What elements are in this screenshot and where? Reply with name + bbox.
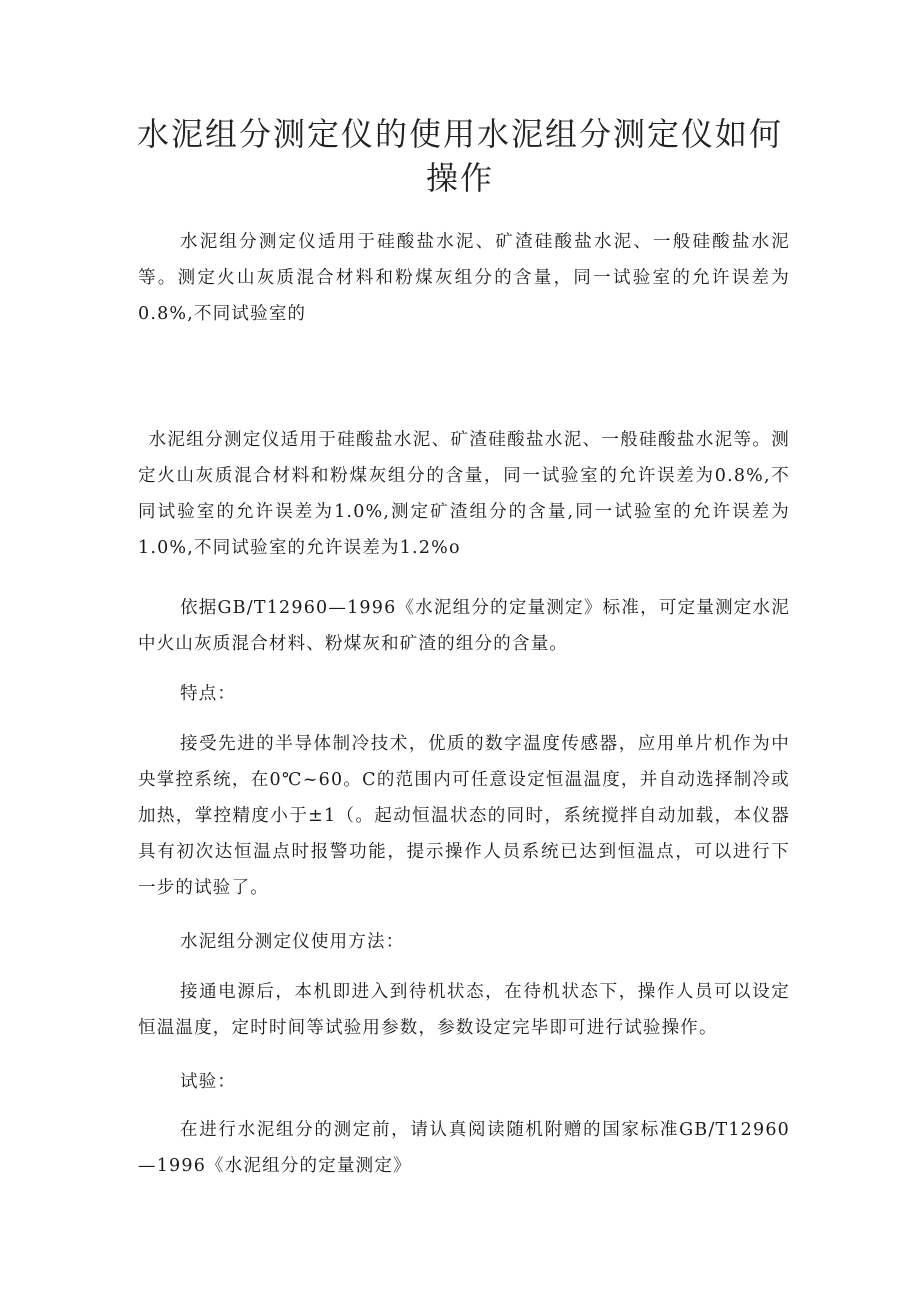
usage-paragraph: 接通电源后，本机即进入到待机状态，在待机状态下，操作人员可以设定恒温温度，定时时间等试验用参数，参数设定完毕即可进行试验操作。	[138, 982, 790, 1038]
standard-paragraph: 依据GB/T12960—1996《水泥组分的定量测定》标准，可定量测定水泥中火山灰质混合材料、粉煤灰和矿渣的组分的含量。	[138, 598, 790, 654]
usage-heading: 水泥组分测定仪使用方法：	[180, 932, 405, 952]
intro-paragraph: 水泥组分测定仪适用于硅酸盐水泥、矿渣硅酸盐水泥、一般硅酸盐水泥等。测定火山灰质混合材料和粉煤灰组分的含量，同一试验室的允许误差为0.8%,不同试验室的	[138, 232, 790, 324]
test-paragraph: 在进行水泥组分的测定前，请认真阅读随机附赠的国家标准GB/T12960—1996《水泥组分的定量测定》	[138, 1120, 790, 1176]
features-heading: 特点：	[180, 684, 237, 704]
body-paragraph: 水泥组分测定仪适用于硅酸盐水泥、矿渣硅酸盐水泥、一般硅酸盐水泥等。测定火山灰质混合材料和粉煤灰组分的含量，同一试验室的允许误差为0.8%,不同试验室的允许误差为1.0%,测定矿渣组分的含量,同一试验室的允许误差为1.0%,不同试验室的允许误差为1.2%o	[138, 430, 790, 558]
features-paragraph: 接受先进的半导体制冷技术，优质的数字温度传感器，应用单片机作为中央掌控系统，在0℃~60。C的范围内可任意设定恒温温度，并自动选择制冷或加热，掌控精度小于±1（。起动恒温状态的同时，系统搅拌自动加载，本仪器具有初次达恒温点时报警功能，提示操作人员系统已达到恒温点，可以进行下一步的试验了。	[138, 734, 790, 898]
test-heading: 试验：	[180, 1072, 237, 1092]
document-title: 水泥组分测定仪的使用水泥组分测定仪如何操作	[136, 115, 783, 197]
